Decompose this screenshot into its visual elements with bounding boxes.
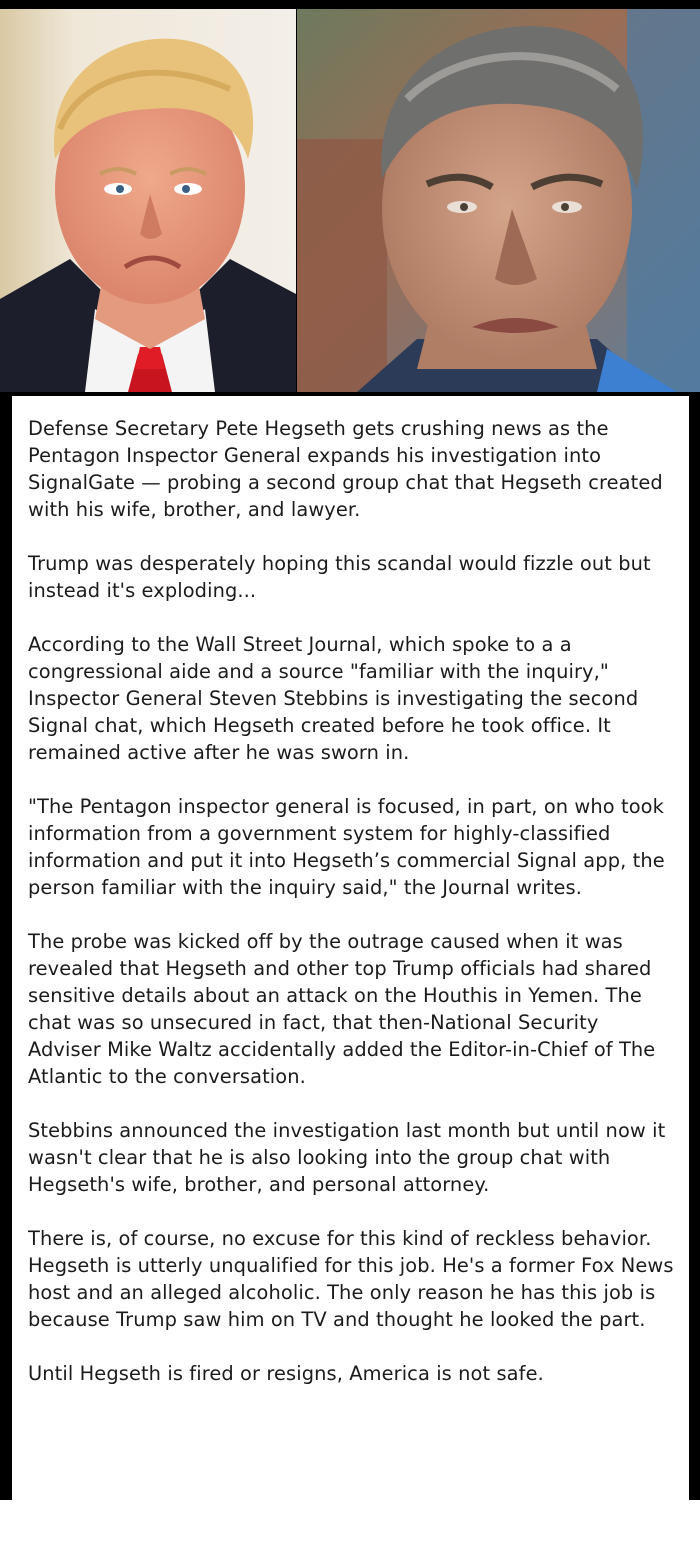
article-body xyxy=(12,396,689,1500)
article-paragraph: There is, of course, no excuse for this kind of reckless behavior. Hegseth is utterly unqualified for this job. He's a former Fox News host and an alleged alcoholic. The only reason he has this job is because Trump saw him on TV and thought he looked the part. xyxy=(28,1227,674,1331)
article-paragraph: According to the Wall Street Journal, which spoke to a a congressional aide and a source "familiar with the inquiry," Inspector General Steven Stebbins is investigating the second Signal chat, which Hegseth created before he took office. It remained active after he was sworn in. xyxy=(28,633,639,764)
hegseth-photo-illustration xyxy=(297,9,700,392)
article-paragraph: Until Hegseth is fired or resigns, America is not safe. xyxy=(28,1362,544,1385)
article-paragraph: Defense Secretary Pete Hegseth gets crushing news as the Pentagon Inspector General expands his investigation into SignalGate — probing a second group chat that Hegseth created with his wife, brother, and lawyer. xyxy=(28,417,663,521)
trump-photo xyxy=(0,9,296,392)
hegseth-photo xyxy=(297,9,700,392)
header-photo-strip xyxy=(0,9,700,392)
article-paragraph: Trump was desperately hoping this scandal would fizzle out but instead it's exploding... xyxy=(28,552,651,602)
article-paragraph: Stebbins announced the investigation last month but until now it wasn't clear that he is also looking into the group chat with Hegseth's wife, brother, and personal attorney. xyxy=(28,1119,666,1196)
article-paragraph: "The Pentagon inspector general is focused, in part, on who took information from a government system for highly-classified information and put it into Hegseth’s commercial Signal app, the person familiar with the inquiry said," the Journal writes. xyxy=(28,795,665,899)
article-paragraph: The probe was kicked off by the outrage caused when it was revealed that Hegseth and other top Trump officials had shared sensitive details about an attack on the Houthis in Yemen. The chat was so unsecured in fact, that then-National Security Adviser Mike Waltz accidentally added the Editor-in-Chief of The Atlantic to the conversation. xyxy=(28,930,656,1088)
trump-photo-illustration xyxy=(0,9,296,392)
